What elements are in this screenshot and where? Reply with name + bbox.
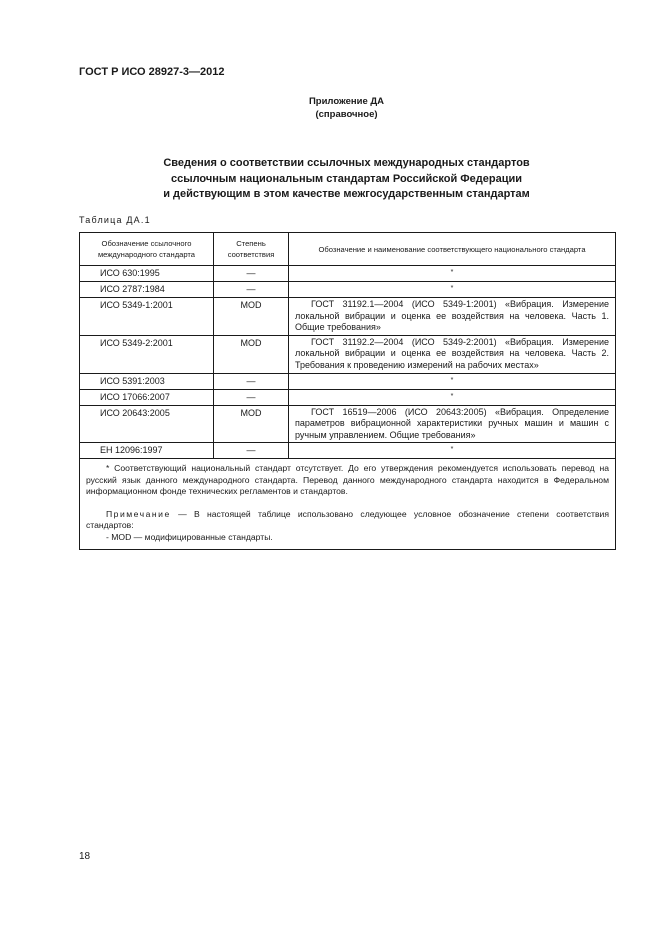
note-text: — В настоящей таблице использовано следующее условное обозначение степени соответствия стандартов: bbox=[86, 508, 609, 531]
table-row bbox=[80, 443, 616, 459]
ref-cell: ИСО 5349-1:2001 bbox=[80, 298, 214, 336]
note-label: Примечание bbox=[106, 508, 171, 519]
national-text: ГОСТ 31192.2—2004 (ИСО 5349-2:2001) «Вибрация. Измерение локальной вибрации и оценка ее воздействия на человека. Часть 2. Требования к проведению измерений на рабочих местах» bbox=[295, 336, 609, 370]
ref-cell: ИСО 630:1995 bbox=[80, 266, 214, 282]
section-heading bbox=[0, 156, 661, 203]
national-text: ГОСТ 16519—2006 (ИСО 20643:2005) «Вибрация. Определение параметров вибрационной характеристики ручных машин и машин с ручным управлением. Общие требования» bbox=[295, 406, 609, 440]
annex-title-block bbox=[0, 95, 661, 121]
column-header-national: Обозначение и наименование соответствующего национального стандарта bbox=[289, 233, 616, 266]
column-header-ref: Обозначение ссылочного международного стандарта bbox=[80, 233, 214, 266]
table-row bbox=[80, 389, 616, 405]
note-item-text: - MOD — модифицированные стандарты. bbox=[106, 531, 273, 542]
page-number: 18 bbox=[79, 851, 91, 862]
table-row bbox=[80, 373, 616, 389]
ref-cell: ИСО 17066:2007 bbox=[80, 389, 214, 405]
ref-cell: ИСО 20643:2005 bbox=[80, 405, 214, 443]
table-row bbox=[80, 266, 616, 282]
table-row bbox=[80, 405, 616, 443]
national-cell: * bbox=[289, 282, 616, 298]
table-row bbox=[80, 335, 616, 373]
ref-cell: ИСО 5391:2003 bbox=[80, 373, 214, 389]
table-row bbox=[80, 282, 616, 298]
national-cell bbox=[289, 405, 616, 443]
table-label: Таблица ДА.1 bbox=[79, 215, 151, 225]
degree-cell: — bbox=[214, 373, 289, 389]
national-cell bbox=[289, 298, 616, 336]
national-cell bbox=[289, 335, 616, 373]
degree-cell: — bbox=[214, 282, 289, 298]
degree-cell: — bbox=[214, 266, 289, 282]
national-cell: * bbox=[289, 443, 616, 459]
national-text: ГОСТ 31192.1—2004 (ИСО 5349-1:2001) «Вибрация. Измерение локальной вибрации и оценка ее воздействия на человека. Часть 1. Общие требования» bbox=[295, 299, 609, 333]
degree-cell: — bbox=[214, 389, 289, 405]
ref-cell: ИСО 2787:1984 bbox=[80, 282, 214, 298]
footnote-text: * Соответствующий национальный стандарт отсутствует. До его утверждения рекомендуется использовать перевод на русский язык данного международного стандарта. Перевод данного международного стандарта находится в Федеральном информационном фонде технических регламентов и стандартов. bbox=[86, 463, 609, 497]
degree-cell: MOD bbox=[214, 405, 289, 443]
national-cell: * bbox=[289, 266, 616, 282]
heading-line-1: Сведения о соответствии ссылочных международных стандартов bbox=[163, 157, 530, 169]
annex-subtitle: (справочное) bbox=[315, 109, 378, 120]
degree-cell: MOD bbox=[214, 335, 289, 373]
table-row bbox=[80, 298, 616, 336]
ref-cell: ИСО 5349-2:2001 bbox=[80, 335, 214, 373]
table-notes-row bbox=[80, 459, 616, 550]
note bbox=[86, 509, 609, 532]
note-item bbox=[86, 532, 609, 544]
annex-title: Приложение ДА bbox=[308, 96, 385, 107]
column-header-degree: Степень соответствия bbox=[214, 233, 289, 266]
document-code: ГОСТ Р ИСО 28927-3—2012 bbox=[79, 66, 225, 78]
national-cell: * bbox=[289, 373, 616, 389]
national-cell: * bbox=[289, 389, 616, 405]
correspondence-table bbox=[79, 232, 616, 550]
ref-cell: ЕН 12096:1997 bbox=[80, 443, 214, 459]
footnote bbox=[86, 463, 609, 498]
degree-cell: — bbox=[214, 443, 289, 459]
heading-line-2: ссылочным национальным стандартам Российской Федерации bbox=[170, 172, 523, 185]
degree-cell: MOD bbox=[214, 298, 289, 336]
table-header-row bbox=[80, 233, 616, 266]
heading-line-3: и действующим в этом качестве межгосударственным стандартам bbox=[163, 188, 530, 200]
table-notes bbox=[80, 459, 616, 550]
